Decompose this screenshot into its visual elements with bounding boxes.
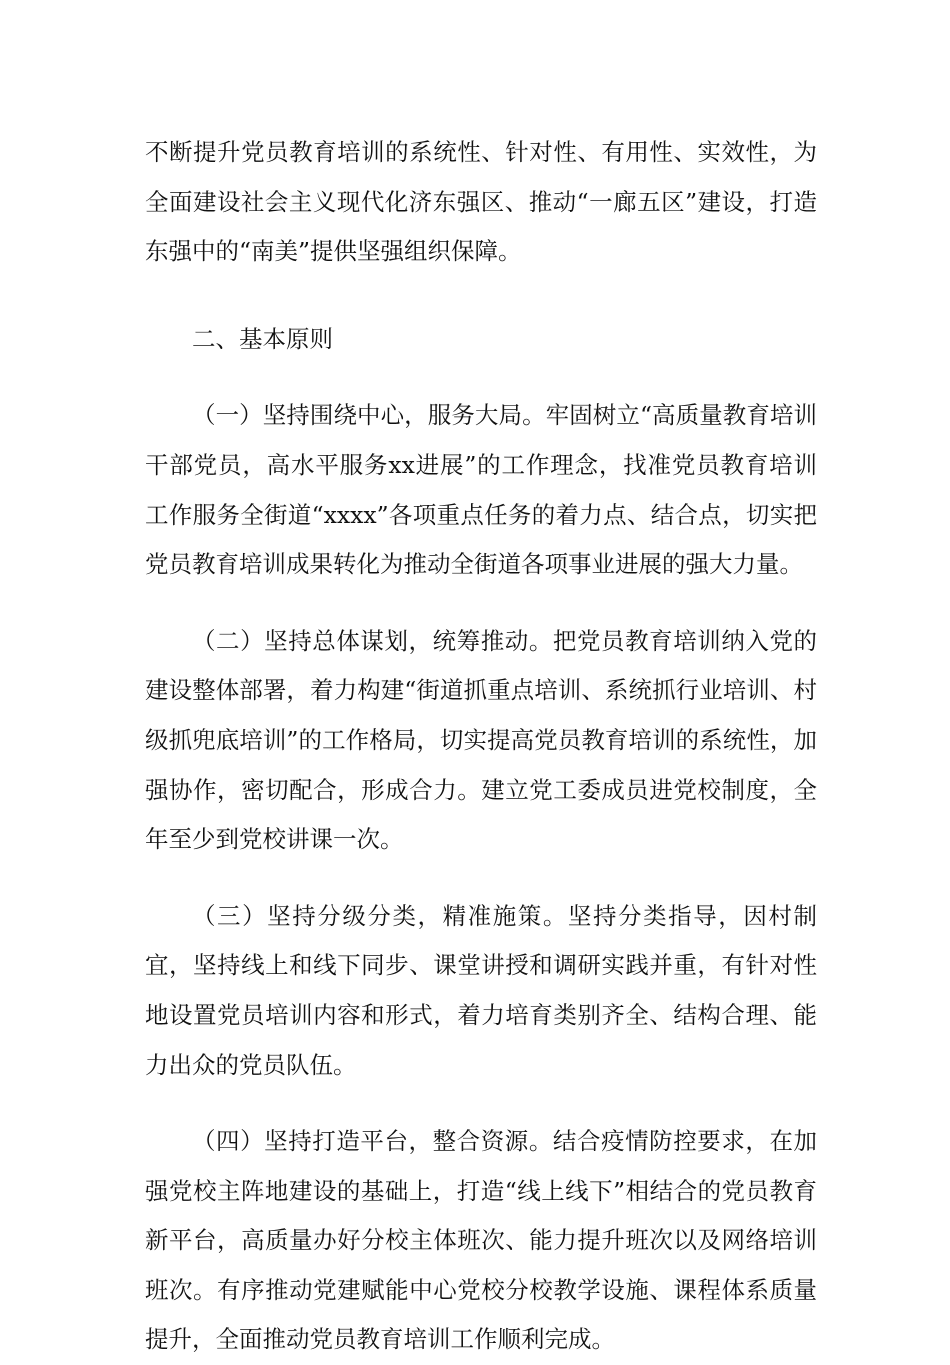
section-heading-basic-principles: 二、基本原则 — [192, 324, 333, 353]
paragraph-principle-1: （一）坚持围绕中心，服务大局。牢固树立“高质量教育培训干部党员，高水平服务xx进展”的工作理念，找准党员教育培训工作服务全街道“xxxx”各项重点任务的着力点、结合点，切实把党员教育培训成果转化为推动全街道各项事业进展的强大力量。 — [145, 401, 817, 579]
paragraph-principle-4: （四）坚持打造平台，整合资源。结合疫情防控要求，在加强党校主阵地建设的基础上，打造“线上线下”相结合的党员教育新平台，高质量办好分校主体班次、能力提升班次以及网络培训班次。有序推动党建赋能中心党校分校教学设施、课程体系质量提升，全面推动党员教育培训工作顺利完成。 — [145, 1127, 817, 1354]
paragraph-principle-2: （二）坚持总体谋划，统筹推动。把党员教育培训纳入党的建设整体部署，着力构建“街道抓重点培训、系统抓行业培训、村级抓兜底培训”的工作格局，切实提高党员教育培训的系统性，加强协作，密切配合，形成合力。建立党工委成员进党校制度，全年至少到党校讲课一次。 — [145, 626, 817, 854]
paragraph-principle-3: （三）坚持分级分类，精准施策。坚持分类指导，因村制宜，坚持线上和线下同步、课堂讲授和调研实践并重，有针对性地设置党员培训内容和形式，着力培育类别齐全、结构合理、能力出众的党员队伍。 — [145, 901, 817, 1079]
paragraph-continuation: 不断提升党员教育培训的系统性、针对性、有用性、实效性，为全面建设社会主义现代化济东强区、推动“一廊五区”建设，打造东强中的“南美”提供坚强组织保障。 — [145, 138, 817, 266]
document-body — [145, 128, 817, 1365]
